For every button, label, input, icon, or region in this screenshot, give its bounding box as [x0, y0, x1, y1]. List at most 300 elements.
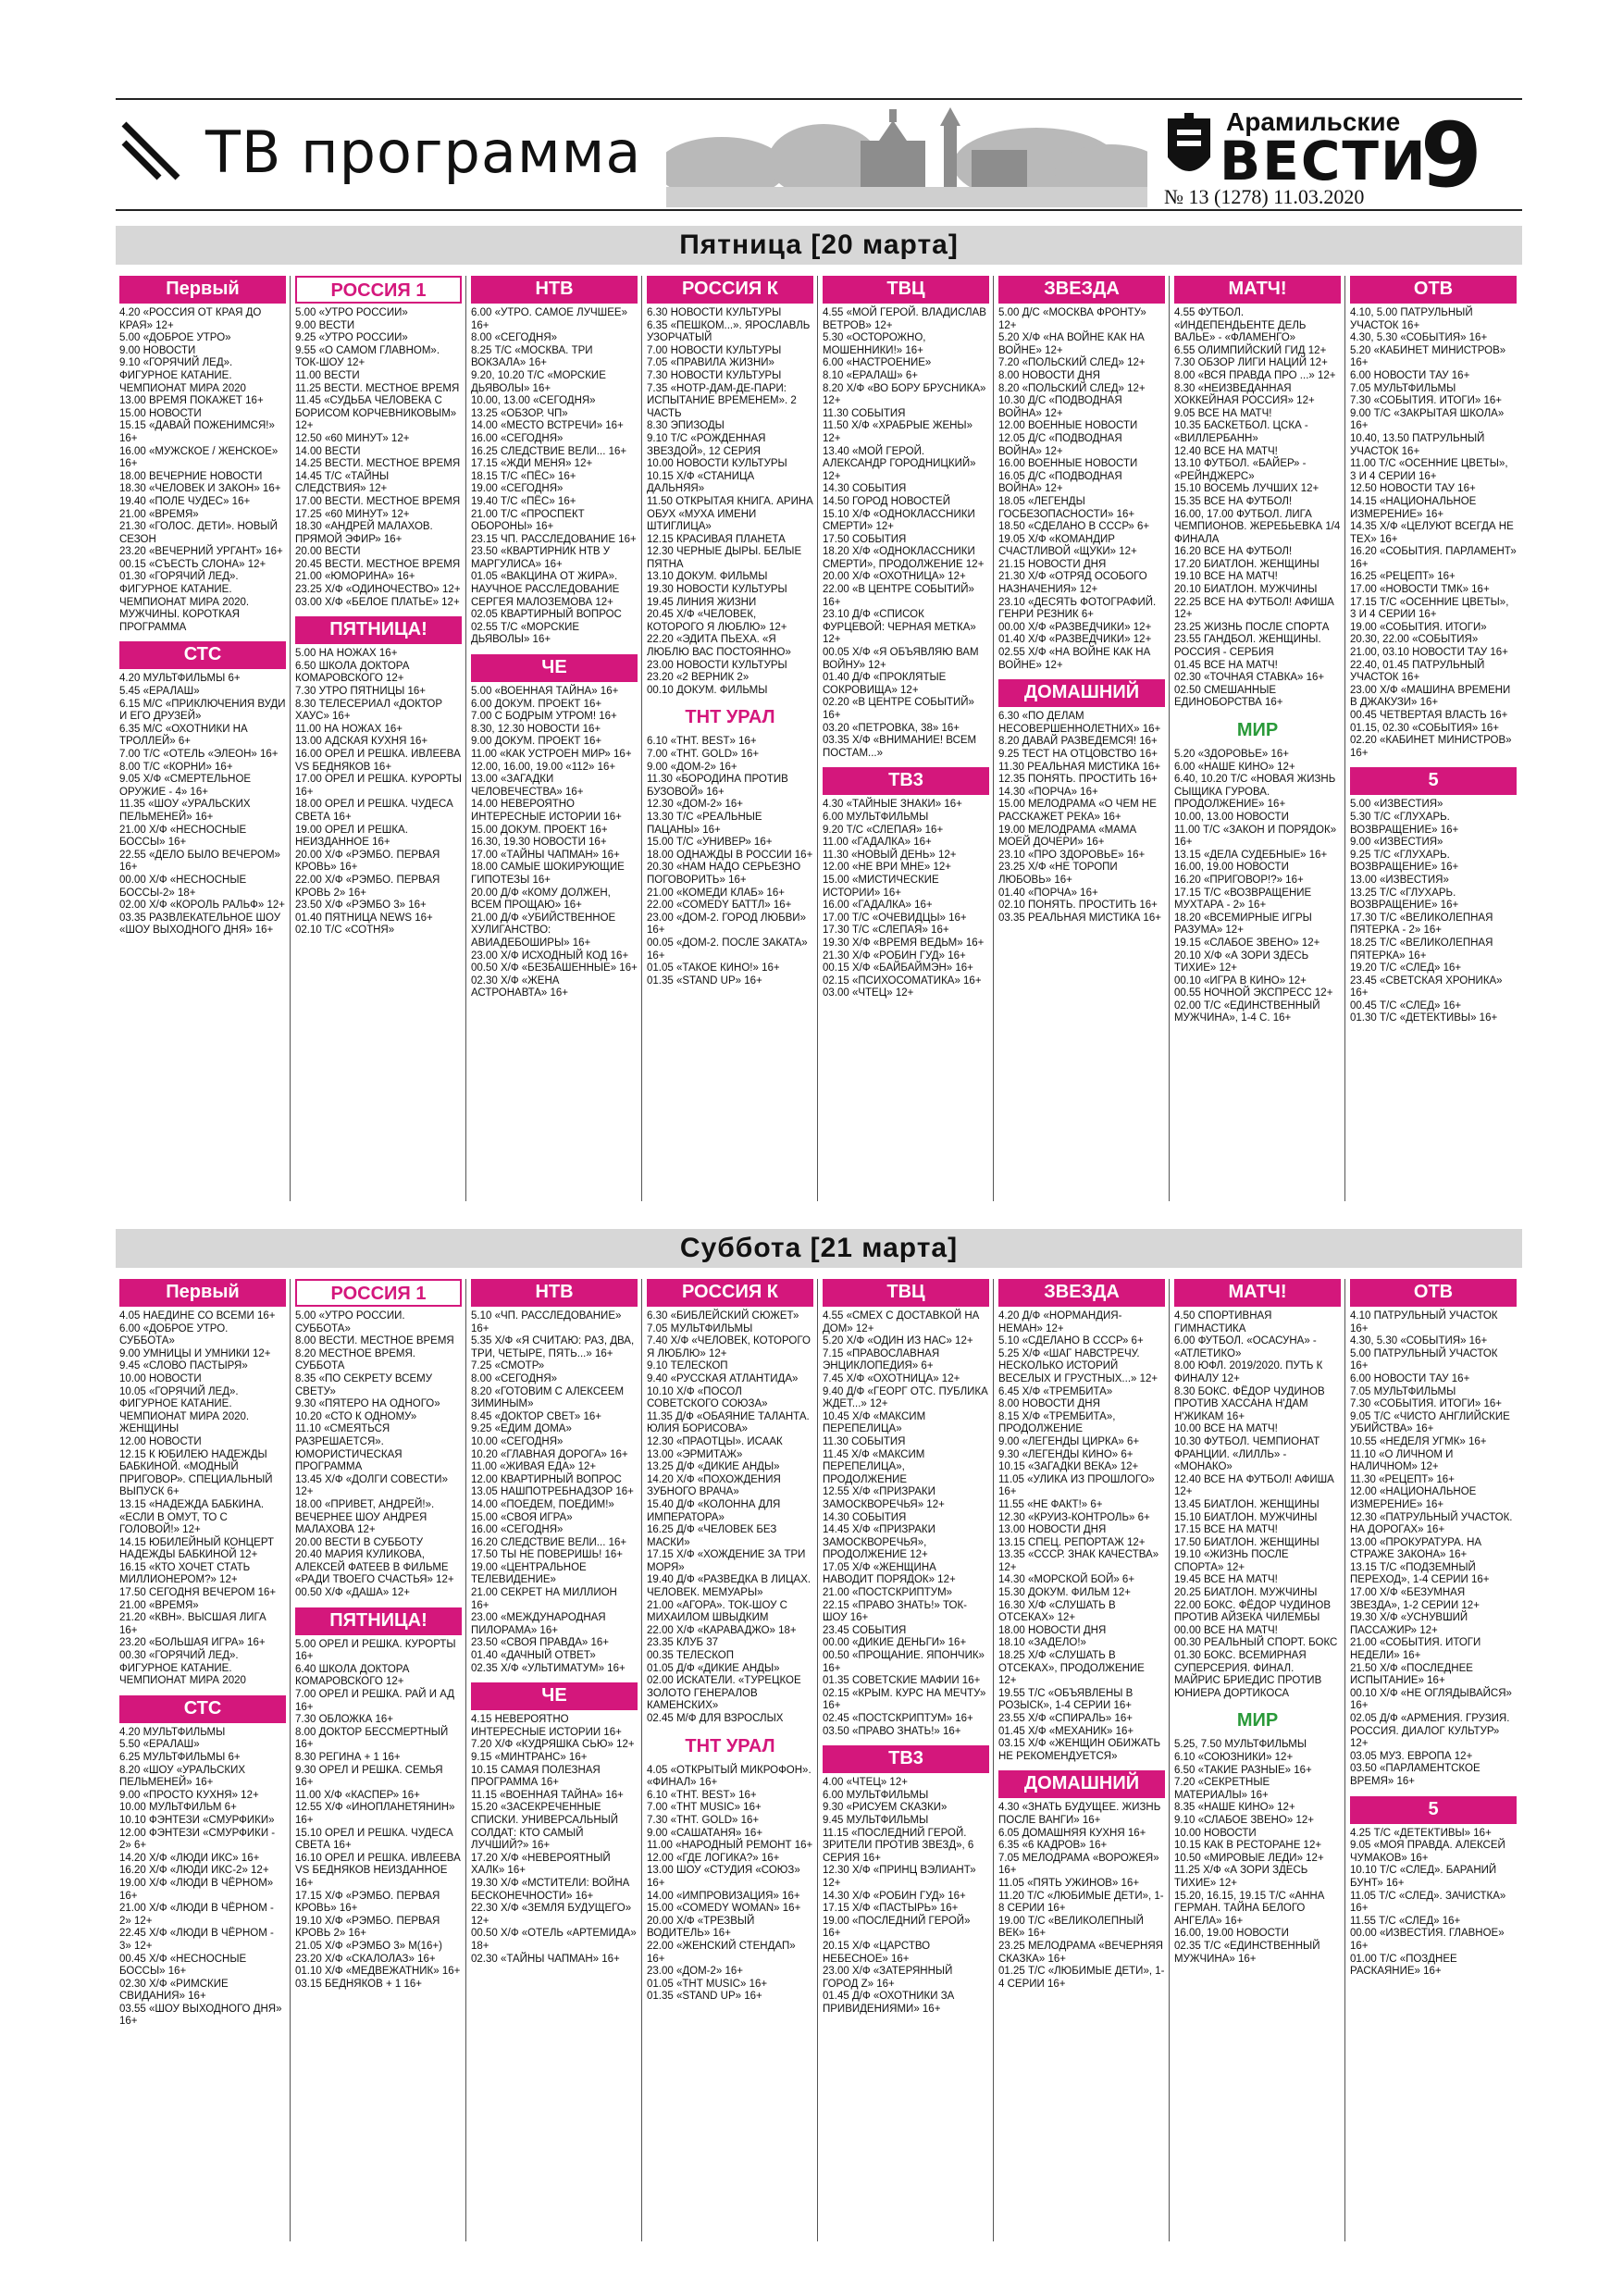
program-item: 22.00 Х/Ф «КАРАВАДЖО» 18+	[647, 1624, 797, 1636]
program-item: 23.10 Д/Ф «СПИСОК ФУРЦЕВОЙ: ЧЕРНАЯ МЕТКА» 12+	[823, 609, 976, 646]
program-item: 16.00 «ГАДАЛКА» 16+	[823, 900, 933, 912]
channel-column	[1346, 1279, 1520, 2241]
program-item: 16.00 «СЕГОДНЯ»	[471, 432, 564, 444]
program-item: 11.25 ВЕСТИ. МЕСТНОЕ ВРЕМЯ	[295, 382, 460, 394]
program-item: 5.10 «ЧП. РАССЛЕДОВАНИЕ» 16+	[471, 1310, 622, 1334]
channel-logo-первый	[119, 1279, 286, 1307]
program-item: 17.15 Т/С «ВОЗВРАЩЕНИЕ МУХТАРА - 2» 16+	[1174, 887, 1312, 912]
program-item: 13.15 Т/С «ПОДЗЕМНЫЙ ПЕРЕХОД», 1-4 СЕРИИ 16+	[1350, 1561, 1490, 1586]
program-item: 22.00 «ЖЕНСКИЙ СТЕНДАП» 16+	[647, 1940, 796, 1965]
program-item: 11.10 «О ЛИЧНОМ И НАЛИЧНОМ» 12+	[1350, 1448, 1454, 1473]
program-item: 11.00 «КАК УСТРОЕН МИР» 16+	[471, 749, 632, 760]
program-item: 13.00 «ПРОКУРАТУРА. НА СТРАЖЕ ЗАКОНА» 16+	[1350, 1536, 1482, 1561]
program-item: 21.30 Х/Ф «РОБИН ГУД» 16+	[823, 949, 966, 962]
program-item: 10.15 САМАЯ ПОЛЕЗНАЯ ПРОГРАММА 16+	[471, 1764, 601, 1789]
program-item: 02.30 «ТОЧНАЯ СТАВКА» 16+	[1174, 672, 1325, 684]
program-list	[1174, 307, 1341, 710]
channel-name: 5	[1428, 1798, 1439, 1819]
program-item: 6.00 ФУТБОЛ. «ОСАСУНА» - «АТЛЕТИКО»	[1174, 1335, 1317, 1359]
program-item: 10.15 «ЗАГАДКИ ВЕКА» 12+	[998, 1461, 1139, 1473]
program-item: 10.20 «СТО К ОДНОМУ»	[295, 1410, 417, 1422]
program-item: 17.00 «НОВОСТИ ТМК» 16+	[1350, 584, 1490, 596]
program-item: 12.55 Х/Ф «ИНОПЛАНЕТЯНИН» 16+	[295, 1802, 455, 1826]
program-item: 12.00 ВОЕННЫЕ НОВОСТИ	[998, 420, 1138, 432]
program-item: 10.35 БАСКЕТБОЛ. ЦСКА - «ВИЛЛЕРБАНН»	[1174, 420, 1308, 444]
program-list	[1350, 1310, 1517, 1789]
program-item: 14.20 Х/Ф «ПОХОЖДЕНИЯ ЗУБНОГО ВРАЧА»	[647, 1473, 781, 1498]
program-item: 5.30 «ОСТОРОЖНО, МОШЕННИКИ!» 16+	[823, 332, 926, 356]
program-item: 02.05 Д/Ф «АРМЕНИЯ. ГРУЗИЯ. РОССИЯ. ДИАЛОГ КУЛЬТУР» 12+	[1350, 1713, 1510, 1750]
program-item: 8.00 Т/С «КОРНИ» 16+	[119, 761, 233, 773]
program-item: 02.30 Х/Ф «ЖЕНА АСТРОНАВТА» 16+	[471, 974, 569, 999]
program-item: 14.35 Х/Ф «ЦЕЛУЮТ ВСЕГДА НЕ ТЕХ» 16+	[1350, 521, 1514, 545]
program-item: 01.05 «ВАКЦИНА ОТ ЖИРА». НАУЧНОЕ РАССЛЕДОВАНИЕ СЕРГЕЯ МАЛОЗЕМОВА 12+	[471, 571, 620, 608]
program-list	[1174, 749, 1341, 1025]
program-item: 02.00 Т/С «ЕДИНСТВЕННЫЙ МУЖЧИНА», 1-4 С. 16+	[1174, 999, 1320, 1024]
program-item: 9.10 «СЛАБОЕ ЗВЕНО» 12+	[1174, 1814, 1314, 1826]
program-item: 03.35 Х/Ф «ВНИМАНИЕ! ВСЕМ ПОСТАМ...»	[823, 735, 977, 759]
program-item: 7.05 МУЛЬТФИЛЬМЫ	[1350, 1385, 1456, 1397]
program-item: 02.05 КВАРТИРНЫЙ ВОПРОС	[471, 609, 622, 621]
program-item: 13.10 ФУТБОЛ. «БАЙЕР» - «РЕЙНДЖЕРС»	[1174, 458, 1307, 482]
program-item: 8.20 «ПОЛЬСКИЙ СЛЕД» 12+	[998, 382, 1146, 394]
program-item: 17.00 ОРЕЛ И РЕШКА. КУРОРТЫ 16+	[295, 774, 462, 798]
channel-column	[819, 276, 994, 1201]
program-item: 17.50 ТЫ НЕ ПОВЕРИШЬ! 16+	[471, 1549, 624, 1561]
double-slash-icon	[118, 118, 183, 183]
program-item: 23.20 «2 ВЕРНИК 2»	[647, 672, 750, 684]
program-item: 03.35 РЕАЛЬНАЯ МИСТИКА 16+	[998, 912, 1161, 924]
program-item: 00.45 Т/С «СЛЕД» 16+	[1350, 999, 1462, 1011]
channel-name: РОССИЯ 1	[330, 1284, 427, 1304]
channel-name: ЗВЕЗДА	[1044, 279, 1120, 299]
program-item: 15.40 Д/Ф «КОЛОННА ДЛЯ ИМПЕРАТОРА»	[647, 1498, 781, 1523]
channel-logo-отв	[1350, 1279, 1517, 1307]
program-item: 11.50 ОТКРЫТАЯ КНИГА. АРИНА ОБУХ «МУХА ИМЕНИ ШТИГЛИЦА»	[647, 495, 813, 533]
program-item: 21.00 «ВРЕМЯ»	[119, 1599, 199, 1611]
program-item: 9.25 Т/С «ГЛУХАРЬ. ВОЗВРАЩЕНИЕ» 16+	[1350, 849, 1459, 874]
program-item: 6.15 М/С «ПРИКЛЮЧЕНИЯ ВУДИ И ЕГО ДРУЗЕЙ»	[119, 698, 286, 723]
program-item: 6.00 МУЛЬТФИЛЬМЫ	[823, 811, 929, 823]
program-list	[1350, 1828, 1517, 1979]
program-item: 12.40 ВСЕ НА МАТЧ!	[1174, 445, 1278, 457]
channel-logo-пятница	[295, 1607, 462, 1635]
program-item: 7.05 МУЛЬТФИЛЬМЫ	[1350, 382, 1456, 394]
program-item: 21.00, 03.10 НОВОСТИ ТАУ 16+	[1350, 647, 1508, 659]
program-item: 19.40 «ПОЛЕ ЧУДЕС» 16+	[119, 495, 251, 507]
program-item: 01.40 «ПОРЧА» 16+	[998, 887, 1098, 899]
program-item: 22.00 «В ЦЕНТРЕ СОБЫТИЙ» 16+	[823, 584, 974, 608]
channel-name: ЗВЕЗДА	[1044, 1282, 1120, 1302]
channel-logo-россия-1	[295, 276, 462, 304]
header-bottom-rule	[116, 209, 1522, 211]
program-item: 7.30 «ТНТ. GOLD» 16+	[647, 1814, 760, 1826]
program-item: 16.00, 17.00 ФУТБОЛ. ЛИГА ЧЕМПИОНОВ. ЖЕРЕБЬЕВКА 1/4 ФИНАЛА	[1174, 508, 1341, 545]
program-item: 21.20 «КВН». ВЫСШАЯ ЛИГА 16+	[119, 1612, 266, 1636]
channel-logo-тв3	[823, 767, 989, 795]
program-item: 8.35 «ПО СЕКРЕТУ ВСЕМУ СВЕТУ»	[295, 1372, 433, 1397]
program-item: 7.20 «ПОЛЬСКИЙ СЛЕД» 12+	[998, 357, 1146, 369]
program-item: 12.55 Х/Ф «ПРИЗРАКИ ЗАМОСКВОРЕЧЬЯ» 12+	[823, 1486, 945, 1510]
program-item: 21.50 Х/Ф «ПОСЛЕДНЕЕ ИСПЫТАНИЕ» 16+	[1350, 1662, 1473, 1687]
program-list	[823, 799, 989, 1000]
program-item: 15.10 Х/Ф «ОДНОКЛАССНИКИ СМЕРТИ» 12+	[823, 508, 975, 533]
program-item: 18.00 САМЫЕ ШОКИРУЮЩИЕ ГИПОТЕЗЫ 16+	[471, 862, 625, 886]
program-item: 9.30 «РИСУЕМ СКАЗКИ»	[823, 1802, 948, 1814]
program-item: 12.00 ФЭНТЕЗИ «СМУРФИКИ - 2» 6+	[119, 1827, 276, 1852]
program-list	[295, 1639, 462, 1992]
program-item: 13.05 НАШПОТРЕБНАДЗОР 16+	[471, 1486, 634, 1498]
program-item: 14.15 «НАЦИОНАЛЬНОЕ ИЗМЕРЕНИЕ» 16+	[1350, 495, 1477, 520]
program-item: 20.00 Х/Ф «ОХОТНИЦА» 12+	[823, 571, 966, 583]
program-item: 4.50 СПОРТИВНАЯ ГИМНАСТИКА	[1174, 1310, 1272, 1334]
program-item: 19.10 «ЖИЗНЬ ПОСЛЕ СПОРТА» 12+	[1174, 1549, 1289, 1573]
program-item: 18.50 «СДЕЛАНО В СССР» 6+	[998, 521, 1150, 533]
program-item: 17.50 СЕГОДНЯ ВЕЧЕРОМ 16+	[119, 1587, 277, 1599]
town-skyline-illustration	[666, 104, 1147, 207]
channel-logo-отв	[1350, 276, 1517, 304]
program-item: 22.40, 01.45 ПАТРУЛЬНЫЙ УЧАСТОК 16+	[1350, 659, 1485, 684]
program-item: 11.15 «ВОЕННАЯ ТАЙНА» 16+	[471, 1789, 624, 1801]
program-item: 12.40 ВСЕ НА ФУТБОЛ! АФИША 12+	[1174, 1473, 1334, 1498]
channel-name: Первый	[166, 279, 240, 299]
program-item: 12.05 Д/С «ПОДВОДНАЯ ВОЙНА» 12+	[998, 432, 1122, 457]
program-item: 00.45 ЧЕТВЕРТАЯ ВЛАСТЬ 16+	[1350, 710, 1508, 721]
channel-logo-матч	[1174, 1279, 1341, 1307]
program-item: 12.30 «ПАТРУЛЬНЫЙ УЧАСТОК. НА ДОРОГАХ» 16+	[1350, 1511, 1513, 1536]
program-item: 9.25 ТЕСТ НА ОТЦОВСТВО 16+	[998, 749, 1158, 760]
program-item: 7.30 «СОБЫТИЯ. ИТОГИ» 16+	[1350, 395, 1502, 407]
program-item: 23.00 «ДОМ-2» 16+	[647, 1966, 744, 1978]
program-item: 00.50 «ПРОЩАНИЕ. ЯПОНЧИК» 16+	[823, 1650, 985, 1674]
channel-name: МАТЧ!	[1228, 279, 1287, 299]
program-item: 17.30 Т/С «ВЕЛИКОЛЕПНАЯ ПЯТЕРКА - 2» 16+	[1350, 912, 1493, 937]
program-item: 18.25 Х/Ф «СЛУШАТЬ В ОТСЕКАХ», ПРОДОЛЖЕНИЕ 12+	[998, 1650, 1145, 1687]
program-item: 10.15 КАК В РЕСТОРАНЕ 12+	[1174, 1840, 1322, 1852]
program-list	[119, 673, 286, 937]
program-item: 9.30 «ЛЕГЕНДЫ КИНО» 6+	[998, 1448, 1134, 1460]
program-item: 11.30 СОБЫТИЯ	[823, 407, 906, 419]
channel-name: РОССИЯ 1	[330, 280, 427, 301]
program-item: 19.40 Т/С «ПЁС» 16+	[471, 495, 576, 507]
program-item: 20.10 БИАТЛОН. МУЖЧИНЫ	[1174, 584, 1318, 596]
program-item: 5.00 НА НОЖАХ 16+	[295, 648, 398, 660]
program-item: 22.55 «ДЕЛО БЫЛО ВЕЧЕРОМ» 16+	[119, 849, 280, 874]
program-item: 01.35 «STAND UP» 16+	[647, 974, 762, 987]
program-item: 03.50 «ПАРЛАМЕНТСКОЕ ВРЕМЯ» 16+	[1350, 1763, 1481, 1787]
channel-column	[291, 276, 466, 1201]
program-item: 5.00 «ДОБРОЕ УТРО»	[119, 332, 231, 344]
program-item: 01.45 Д/Ф «ОХОТНИКИ ЗА ПРИВИДЕНИЯМИ» 16+	[823, 1991, 955, 2015]
program-item: 9.00 «ДОМ-2» 16+	[647, 761, 737, 773]
program-item: 4.00 «ЧТЕЦ» 12+	[823, 1777, 908, 1789]
page-number: 9	[1420, 104, 1482, 207]
program-item: 22.00 Х/Ф «РЭМБО. ПЕРВАЯ КРОВЬ 2» 16+	[295, 874, 440, 899]
program-item: 11.45 Х/Ф «МАКСИМ ПЕРЕПЕЛИЦА», ПРОДОЛЖЕНИЕ	[823, 1448, 925, 1485]
program-item: 18.30 «АНДРЕЙ МАЛАХОВ. ПРЯМОЙ ЭФИР» 16+	[295, 521, 433, 545]
program-item: 5.20 «КАБИНЕТ МИНИСТРОВ» 16+	[1350, 344, 1506, 369]
program-item: 23.10 «ДЕСЯТЬ ФОТОГРАФИЙ. ГЕНРИ РЕЗНИК 6+	[998, 596, 1157, 621]
program-item: 10.00 НОВОСТИ КУЛЬТУРЫ	[647, 458, 787, 470]
program-item: 5.00 ПАТРУЛЬНЫЙ УЧАСТОК 16+	[1350, 1347, 1498, 1372]
program-item: 19.20 Т/С «СЛЕД» 16+	[1350, 962, 1462, 974]
program-list	[471, 1310, 638, 1675]
program-item: 14.50 ГОРОД НОВОСТЕЙ	[823, 495, 950, 507]
program-item: 15.15 «ДАВАЙ ПОЖЕНИМСЯ!» 16+	[119, 420, 275, 444]
program-item: 14.45 Х/Ф «ПРИЗРАКИ ЗАМОСКВОРЕЧЬЯ», ПРОДОЛЖЕНИЕ 12+	[823, 1524, 935, 1561]
program-item: 02.45 М/Ф ДЛЯ ВЗРОСЛЫХ	[647, 1713, 784, 1724]
program-item: 18.20 Х/Ф «ОДНОКЛАССНИКИ СМЕРТИ», ПРОДОЛЖЕНИЕ 12+	[823, 546, 985, 570]
program-item: 8.00 ДОКТОР БЕССМЕРТНЫЙ 16+	[295, 1726, 449, 1751]
program-item: 12.00 КВАРТИРНЫЙ ВОПРОС	[471, 1473, 622, 1485]
program-item: 8.30, 12.30 НОВОСТИ 16+	[471, 723, 601, 735]
program-item: 6.10 «ТНТ. BEST» 16+	[647, 736, 757, 748]
program-item: 15.00 «COMEDY WOMAN» 16+	[647, 1903, 801, 1915]
program-item: 20.25 БИАТЛОН. МУЖЧИНЫ	[1174, 1587, 1318, 1599]
program-item: 01.00 Т/С «ПОЗДНЕЕ РАСКАЯНИЕ» 16+	[1350, 1953, 1457, 1978]
program-item: 17.20 БИАТЛОН. ЖЕНЩИНЫ	[1174, 558, 1319, 570]
program-item: 19.00 «ПОСЛЕДНИЙ ГЕРОЙ» 16+	[823, 1915, 971, 1940]
program-item: 8.00 ЮФЛ. 2019/2020. ПУТЬ К ФИНАЛУ 12+	[1174, 1360, 1323, 1384]
program-item: 8.30 ЭПИЗОДЫ	[647, 420, 725, 432]
channel-logo-нтв	[471, 276, 638, 304]
day-bar-friday	[116, 226, 1522, 265]
program-item: 01.10 Х/Ф «МЕДВЕЖАТНИК» 16+	[295, 1966, 461, 1978]
program-item: 00.05 Х/Ф «Я ОБЪЯВЛЯЮ ВАМ ВОЙНУ» 12+	[823, 647, 979, 671]
program-item: 6.45 Х/Ф «ТРЕМБИТА»	[998, 1385, 1113, 1397]
program-item: 21.00 СЕКРЕТ НА МИЛЛИОН 16+	[471, 1587, 617, 1611]
program-item: 23.45 СОБЫТИЯ	[823, 1624, 907, 1636]
channel-name: ОТВ	[1413, 1282, 1454, 1302]
program-item: 20.10 Х/Ф «А ЗОРИ ЗДЕСЬ ТИХИЕ» 12+	[1174, 949, 1309, 974]
program-item: 8.15 Х/Ф «ТРЕМБИТА», ПРОДОЛЖЕНИЕ	[998, 1410, 1116, 1435]
program-item: 7.30 ОБЛОЖКА 16+	[295, 1714, 393, 1726]
program-item: 22.20 «ЭДИТА ПЬЕХА. «Я ЛЮБЛЮ ВАС ПОСТОЯННО»	[647, 634, 791, 659]
program-item: 6.00 НОВОСТИ ТАУ 16+	[1350, 369, 1470, 381]
program-item: 23.50 «СВОЯ ПРАВДА» 16+	[471, 1637, 609, 1649]
program-item: 4.55 «СМЕХ С ДОСТАВКОЙ НА ДОМ» 12+	[823, 1310, 980, 1334]
program-item: 16.30 Х/Ф «СЛУШАТЬ В ОТСЕКАХ» 12+	[998, 1599, 1116, 1624]
program-item: 01.05 Д/Ф «ДИКИЕ АНДЫ»	[647, 1662, 780, 1674]
program-item: 02.10 Т/С «СОТНЯ»	[295, 925, 395, 937]
channel-logo-мир	[1174, 717, 1341, 745]
program-item: 7.00 «ТНТ MUSIC» 16+	[647, 1802, 762, 1814]
program-item: 00.00 Х/Ф «РАЗВЕДЧИКИ» 12+	[998, 621, 1152, 633]
program-item: 15.00 «СВОЯ ИГРА»	[471, 1511, 573, 1523]
program-item: 8.30 ТЕЛЕСЕРИАЛ «ДОКТОР ХАУС» 16+	[295, 698, 443, 723]
program-item: 00.45 Х/Ф «НЕСНОСНЫЕ БОССЫ» 16+	[119, 1953, 247, 1978]
program-item: 03.00 Х/Ф «БЕЛОЕ ПЛАТЬЕ» 12+	[295, 596, 460, 608]
program-item: 00.10 ДОКУМ. ФИЛЬМЫ	[647, 684, 768, 696]
program-item: 17.15 Т/С «ОСЕННИЕ ЦВЕТЫ», 3 И 4 СЕРИИ 16+	[1350, 596, 1509, 621]
program-item: 01.30 БОКС. ВСЕМИРНАЯ СУПЕРСЕРИЯ. ФИНАЛ. МАЙРИС БРИЕДИС ПРОТИВ ЮНИЕРА ДОРТИКОСА	[1174, 1650, 1322, 1699]
program-item: 9.30 «ПЯТЕРО НА ОДНОГО»	[295, 1398, 440, 1410]
program-item: 02.10 ПОНЯТЬ. ПРОСТИТЬ 16+	[998, 900, 1158, 912]
program-item: 19.00 ОРЕЛ И РЕШКА. НЕИЗДАННОЕ 16+	[295, 824, 408, 849]
program-item: 00.05 «ДОМ-2. ПОСЛЕ ЗАКАТА» 16+	[647, 937, 808, 962]
program-item: 01.30 Т/С «ДЕТЕКТИВЫ» 16+	[1350, 1012, 1498, 1024]
program-item: 01.45 Х/Ф «МЕХАНИК» 16+	[998, 1725, 1134, 1737]
program-list	[998, 711, 1165, 925]
program-item: 14.45 Т/С «ТАЙНЫ СЛЕДСТВИЯ» 12+	[295, 470, 390, 495]
program-item: 15.00 «МИСТИЧЕСКИЕ ИСТОРИИ» 16+	[823, 874, 939, 899]
program-item: 8.25 Т/С «МОСКВА. ТРИ ВОКЗАЛА» 16+	[471, 344, 593, 369]
channel-column	[291, 1279, 466, 2241]
program-item: 13.40 «МОЙ ГЕРОЙ. АЛЕКСАНДР ГОРОДНИЦКИЙ» 12+	[823, 445, 976, 482]
channel-logo-твц	[823, 1279, 989, 1307]
program-item: 18.20 «ВСЕМИРНЫЕ ИГРЫ РАЗУМА» 12+	[1174, 912, 1312, 937]
program-item: 16.20 «ПРИГОВОР!?» 16+	[1174, 874, 1304, 886]
program-list	[471, 686, 638, 1000]
program-item: 15.00 МЕЛОДРАМА «О ЧЕМ НЕ РАССКАЖЕТ РЕКА» 16+	[998, 799, 1157, 823]
program-item: 10.00 НОВОСТИ	[1174, 1827, 1257, 1839]
program-item: 7.30 «СОБЫТИЯ. ИТОГИ» 16+	[1350, 1398, 1502, 1410]
program-item: 20.30, 22.00 «СОБЫТИЯ»	[1350, 634, 1479, 646]
program-item: 22.00 «COMEDY БАТТЛ» 16+	[647, 900, 792, 912]
program-item: 10.40, 13.50 ПАТРУЛЬНЫЙ УЧАСТОК 16+	[1350, 432, 1485, 457]
schedule-grid-friday	[116, 276, 1524, 1201]
program-item: 00.00 Х/Ф «НЕСНОСНЫЕ БОССЫ-2» 18+	[119, 874, 247, 899]
program-item: 11.30 СОБЫТИЯ	[823, 1435, 906, 1447]
program-item: 5.00 «ВОЕННАЯ ТАЙНА» 16+	[471, 686, 619, 698]
program-item: 23.20 «БОЛЬШАЯ ИГРА» 16+	[119, 1637, 266, 1649]
program-item: 17.00 Т/С «ОЧЕВИДЦЫ» 16+	[823, 912, 967, 924]
day-bar-saturday	[116, 1229, 1522, 1268]
program-item: 12.30 «ДОМ-2» 16+	[647, 799, 744, 811]
program-item: 20.45 ВЕСТИ. МЕСТНОЕ ВРЕМЯ	[295, 558, 461, 570]
program-item: 9.05 «МОЯ ПРАВДА. АЛЕКСЕЙ ЧУМАКОВ» 16+	[1350, 1840, 1505, 1864]
program-item: 03.15 Х/Ф «ЖЕНЩИН ОБИЖАТЬ НЕ РЕКОМЕНДУЕТСЯ»	[998, 1738, 1161, 1762]
program-item: 19.45 ВСЕ НА МАТЧ!	[1174, 1574, 1278, 1586]
channel-name: РОССИЯ К	[681, 279, 779, 299]
program-item: 17.30 Т/С «СЛЕПАЯ» 16+	[823, 925, 949, 937]
program-item: 13.10 ДОКУМ. ФИЛЬМЫ	[647, 571, 768, 583]
program-item: 11.45 «СУДЬБА ЧЕЛОВЕКА С БОРИСОМ КОРЧЕВНИКОВЫМ» 12+	[295, 395, 457, 432]
program-list	[647, 1310, 813, 1726]
program-item: 14.25 ВЕСТИ. МЕСТНОЕ ВРЕМЯ	[295, 458, 461, 470]
channel-logo-5	[1350, 767, 1517, 795]
program-item: 02.20 «В ЦЕНТРЕ СОБЫТИЙ» 16+	[823, 697, 974, 721]
program-item: 4.20 МУЛЬТФИЛЬМЫ 6+	[119, 673, 241, 685]
program-item: 7.45 Х/Ф «ОХОТНИЦА» 12+	[823, 1372, 960, 1384]
channel-column	[819, 1279, 994, 2241]
program-item: 10.50 «МИРОВЫЕ ЛЕДИ» 12+	[1174, 1852, 1324, 1864]
program-item: 8.00 «СЕГОДНЯ»	[471, 332, 558, 344]
channel-name: ЧЕ	[541, 657, 567, 678]
program-item: 16.00, 19.00 НОВОСТИ	[1174, 1928, 1289, 1940]
program-item: 11.00 «ГАДАЛКА» 16+	[823, 837, 932, 849]
program-item: 4.55 «МОЙ ГЕРОЙ. ВЛАДИСЛАВ ВЕТРОВ» 12+	[823, 307, 986, 331]
program-item: 7.00 Т/С «ОТЕЛЬ «ЭЛЕОН» 16+	[119, 749, 279, 760]
program-item: 9.20, 10.20 Т/С «МОРСКИЕ ДЬЯВОЛЫ» 16+	[471, 369, 606, 394]
channel-logo-тв3	[823, 1745, 989, 1773]
program-list	[119, 1310, 286, 1688]
program-item: 16.20 ВСЕ НА ФУТБОЛ!	[1174, 546, 1293, 558]
program-item: 8.20 ДАВАЙ РАЗВЕДЕМСЯ! 16+	[998, 736, 1158, 748]
program-item: 9.00 УМНИЦЫ И УМНИКИ 12+	[119, 1347, 271, 1359]
program-item: 20.45 Х/Ф «ЧЕЛОВЕК, КОТОРОГО Я ЛЮБЛЮ» 12+	[647, 609, 787, 633]
program-item: 7.20 «СЕКРЕТНЫЕ МАТЕРИАЛЫ» 16+	[1174, 1777, 1270, 1801]
channel-name: СТС	[183, 1697, 222, 1719]
program-item: 20.30 «НАМ НАДО СЕРЬЕЗНО ПОГОВОРИТЬ» 16+	[647, 862, 801, 886]
program-item: 00.10 «ИГРА В КИНО» 12+	[1174, 974, 1307, 987]
channel-logo-нтв	[471, 1279, 638, 1307]
program-item: 5.10 «СДЕЛАНО В СССР» 6+	[998, 1335, 1144, 1347]
program-item: 11.15 «ПОСЛЕДНИЙ ГЕРОЙ. ЗРИТЕЛИ ПРОТИВ ЗВЕЗД», 6 СЕРИЯ 16+	[823, 1827, 974, 1864]
program-item: 02.30 «ТАЙНЫ ЧАПМАН» 16+	[471, 1953, 620, 1965]
program-item: 18.10 «ЗАДЕЛО!»	[998, 1637, 1086, 1649]
program-item: 8.30 «НЕИЗВЕДАННАЯ ХОККЕЙНАЯ РОССИЯ» 12+	[1174, 382, 1315, 407]
program-item: 15.30 ДОКУМ. ФИЛЬМ 12+	[998, 1587, 1131, 1599]
program-item: 15.35 ВСЕ НА ФУТБОЛ!	[1174, 495, 1293, 507]
program-item: 4.10, 5.00 ПАТРУЛЬНЫЙ УЧАСТОК 16+	[1350, 307, 1473, 331]
program-item: 13.00 ВРЕМЯ ПОКАЖЕТ 16+	[119, 395, 264, 407]
program-item: 5.35 Х/Ф «Я СЧИТАЮ: РАЗ, ДВА, ТРИ, ЧЕТЫРЕ, ПЯТЬ...» 16+	[471, 1335, 635, 1359]
program-item: 6.25 МУЛЬТФИЛЬМЫ 6+	[119, 1752, 241, 1763]
program-item: 5.25, 7.50 МУЛЬТФИЛЬМЫ	[1174, 1739, 1307, 1751]
program-item: 02.00 ИСКАТЕЛИ. «ТУРЕЦКОЕ ЗОЛОТО ГЕНЕРАЛОВ КАМЕНСКИХ»	[647, 1675, 801, 1712]
channel-name: ДОМАШНИЙ	[1023, 682, 1140, 703]
program-item: 03.15 БЕДНЯКОВ + 1 16+	[295, 1978, 422, 1990]
channel-name: ДОМАШНИЙ	[1023, 1773, 1140, 1794]
program-item: 11.00 «НАРОДНЫЙ РЕМОНТ 16+	[647, 1840, 813, 1852]
channel-column	[1171, 1279, 1345, 2241]
program-item: 11.55 «НЕ ФАКТ!» 6+	[998, 1498, 1103, 1510]
program-item: 6.35 М/С «ОХОТНИКИ НА ТРОЛЛЕЙ» 6+	[119, 723, 248, 748]
program-item: 03.50 «ПРАВО ЗНАТЬ!» 16+	[823, 1725, 961, 1737]
program-item: 21.30 Х/Ф «ОТРЯД ОСОБОГО НАЗНАЧЕНИЯ» 12+	[998, 571, 1147, 596]
program-item: 19.30 Х/Ф «УСНУВШИЙ ПАССАЖИР» 12+	[1350, 1612, 1468, 1636]
program-item: 10.10 Х/Ф «ПОСОЛ СОВЕТСКОГО СОЮЗА»	[647, 1385, 768, 1410]
program-item: 20.00 Д/Ф «КОМУ ДОЛЖЕН, ВСЕМ ПРОЩАЮ» 16+	[471, 887, 611, 912]
program-item: 9.00 Т/С «ЗАКРЫТАЯ ШКОЛА» 16+	[1350, 407, 1505, 432]
program-item: 00.50 Х/Ф «ОТЕЛЬ «АРТЕМИДА» 18+	[471, 1928, 637, 1952]
program-item: 20.00 Х/Ф «ТРЕЗВЫЙ ВОДИТЕЛЬ» 16+	[647, 1915, 755, 1940]
program-item: 11.50 Х/Ф «ХРАБРЫЕ ЖЕНЫ» 12+	[823, 420, 973, 444]
program-item: 01.40 Д/Ф «ПРОКЛЯТЫЕ СОКРОВИЩА» 12+	[823, 672, 947, 696]
program-item: 00.30 «ГОРЯЧИЙ ЛЕД». ФИГУРНОЕ КАТАНИЕ. ЧЕМПИОНАТ МИРА 2020	[119, 1650, 246, 1687]
program-item: 13.00 АДСКАЯ КУХНЯ 16+	[295, 736, 428, 748]
channel-logo-че	[471, 654, 638, 682]
program-item: 12.15 КРАСИВАЯ ПЛАНЕТА	[647, 533, 786, 545]
program-item: 21.00 Х/Ф «НЕСНОСНЫЕ БОССЫ» 16+	[119, 824, 247, 849]
program-item: 11.55 Т/С «СЛЕД» 16+	[1350, 1915, 1461, 1927]
channel-column	[643, 276, 818, 1201]
program-item: 00.50 Х/Ф «БЕЗБАШЕННЫЕ» 16+	[471, 962, 638, 974]
program-item: 00.55 НОЧНОЙ ЭКСПРЕСС 12+	[1174, 987, 1333, 999]
program-list	[823, 1777, 989, 2016]
channel-logo-россия-1	[295, 1279, 462, 1307]
program-item: 14.30 СОБЫТИЯ	[823, 1511, 907, 1523]
program-item: 01.40 «ДАЧНЫЙ ОТВЕТ»	[471, 1650, 596, 1662]
program-item: 11.35 Д/Ф «ОБАЯНИЕ ТАЛАНТА. ЮЛИЯ БОРИСОВА»	[647, 1410, 810, 1435]
program-item: 13.15 «ДЕЛА СУДЕБНЫЕ» 16+	[1174, 849, 1328, 861]
program-item: 19.00 Х/Ф «ЛЮДИ В ЧЁРНОМ» 16+	[119, 1877, 274, 1902]
program-item: 8.20 «ШОУ «УРАЛЬСКИХ ПЕЛЬМЕНЕЙ» 16+	[119, 1764, 246, 1789]
program-item: 19.45 ЛИНИЯ ЖИЗНИ	[647, 596, 757, 608]
channel-column	[643, 1279, 818, 2241]
program-item: 12.00, 16.00, 19.00 «112» 16+	[471, 761, 616, 773]
program-item: 6.00 «НАШЕ КИНО» 12+	[1174, 761, 1295, 773]
channel-logo-россия-к	[647, 1279, 813, 1307]
channel-name: ТВЦ	[886, 279, 925, 299]
program-item: 11.20 Т/С «ЛЮБИМЫЕ ДЕТИ», 1-8 СЕРИИ 16+	[998, 1890, 1164, 1915]
program-item: 11.00 Т/С «ЗАКОН И ПОРЯДОК» 16+	[1174, 824, 1337, 849]
program-item: 7.05 МЕЛОДРАМА «ВОРОЖЕЯ» 16+	[998, 1852, 1159, 1877]
program-item: 18.00 ОРЕЛ И РЕШКА. ЧУДЕСА СВЕТА 16+	[295, 799, 453, 823]
program-item: 7.05 МУЛЬТФИЛЬМЫ	[647, 1322, 753, 1334]
program-item: 17.15 Х/Ф «РЭМБО. ПЕРВАЯ КРОВЬ» 16+	[295, 1890, 440, 1915]
